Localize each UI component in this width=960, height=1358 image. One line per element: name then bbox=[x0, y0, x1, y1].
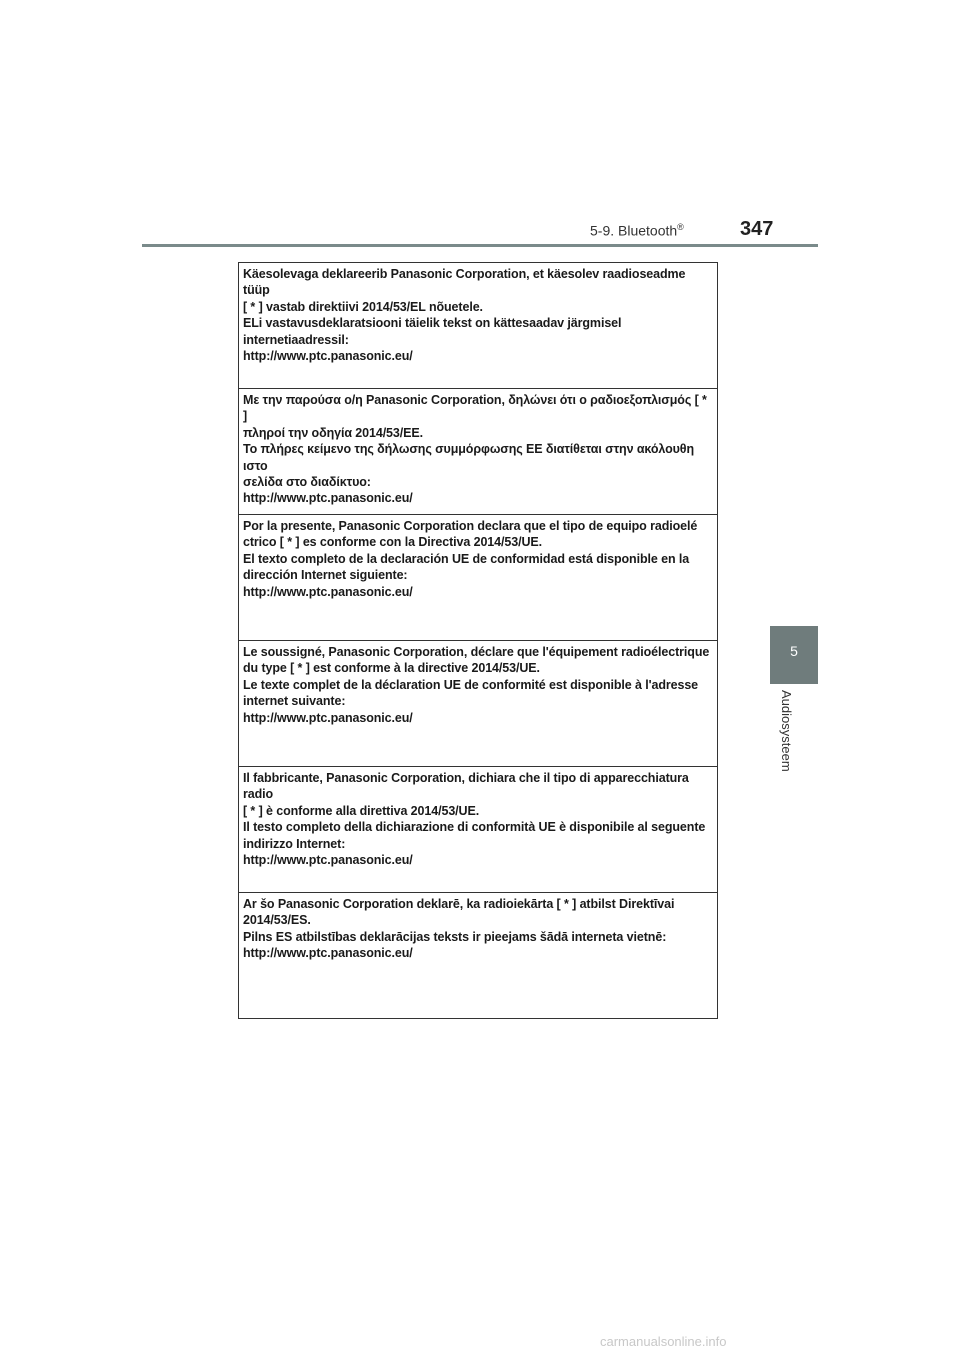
watermark: carmanualsonline.info bbox=[600, 1334, 727, 1349]
declaration-text: Με την παρούσα ο/η Panasonic Corporation, δηλώνει ότι ο ραδιοεξοπλισμός [ * ] πληροί την οδηγία 2014/53/ΕΕ. Το πλήρες κείμενο της δήλωσης συμμόρφωσης ΕΕ διατίθεται στην ακόλουθη ιστο σελίδα στο διαδίκτυο: http://www.ptc.panasonic.eu/ bbox=[243, 393, 707, 506]
registered-mark: ® bbox=[677, 222, 684, 232]
declaration-text: Ar šo Panasonic Corporation deklarē, ka radioiekārta [ * ] atbilst Direktīvai 2014/53/ES. Pilns ES atbilstības deklarācijas teksts ir pieejams šādā interneta vietnē: http://www.ptc.panasonic.eu/ bbox=[243, 897, 675, 961]
declaration-cell-latvian bbox=[239, 893, 718, 1019]
declaration-text: Käesolevaga deklareerib Panasonic Corporation, et käesolev raadioseadme tüüp [ * ] vastab direktiivi 2014/53/EL nõuetele. ELi vastavusdeklaratsiooni täielik tekst on kättesaadav järgmisel internetiaadressil: http://www.ptc.panasonic.eu/ bbox=[243, 267, 686, 364]
declaration-cell-greek bbox=[239, 389, 718, 515]
declaration-cell-italian bbox=[239, 767, 718, 893]
declaration-text: Il fabbricante, Panasonic Corporation, dichiara che il tipo di apparecchiatura radio [ * ] è conforme alla direttiva 2014/53/UE. Il testo completo della dichiarazione di conformità UE è disponibile al seguente indirizzo Internet: http://www.ptc.panasonic.eu/ bbox=[243, 771, 706, 868]
chapter-tab: 5 bbox=[770, 626, 818, 684]
declaration-cell-french bbox=[239, 641, 718, 767]
table-row bbox=[239, 263, 718, 389]
table-row bbox=[239, 767, 718, 893]
chapter-label: Audiosysteem bbox=[779, 690, 794, 772]
declaration-text: Por la presente, Panasonic Corporation declara que el tipo de equipo radioelé ctrico [ * ] es conforme con la Directiva 2014/53/UE. El texto completo de la declaración UE de conformidad está disponible en la dirección Internet siguiente: http://www.ptc.panasonic.eu/ bbox=[243, 519, 698, 599]
table-row bbox=[239, 641, 718, 767]
header-rule bbox=[142, 244, 818, 247]
section-title: 5-9. Bluetooth® bbox=[590, 222, 684, 239]
declaration-cell-spanish bbox=[239, 515, 718, 641]
table-row bbox=[239, 893, 718, 1019]
declaration-text: Le soussigné, Panasonic Corporation, déclare que l'équipement radioélectrique du type [ * ] est conforme à la directive 2014/53/UE. Le texte complet de la déclaration UE de conformité est disponible à l'adresse internet suivante: http://www.ptc.panasonic.eu/ bbox=[243, 645, 710, 725]
table-row bbox=[239, 515, 718, 641]
page-number: 347 bbox=[740, 218, 774, 240]
declaration-cell-estonian bbox=[239, 263, 718, 389]
declaration-table bbox=[238, 262, 718, 1019]
table-row bbox=[239, 389, 718, 515]
